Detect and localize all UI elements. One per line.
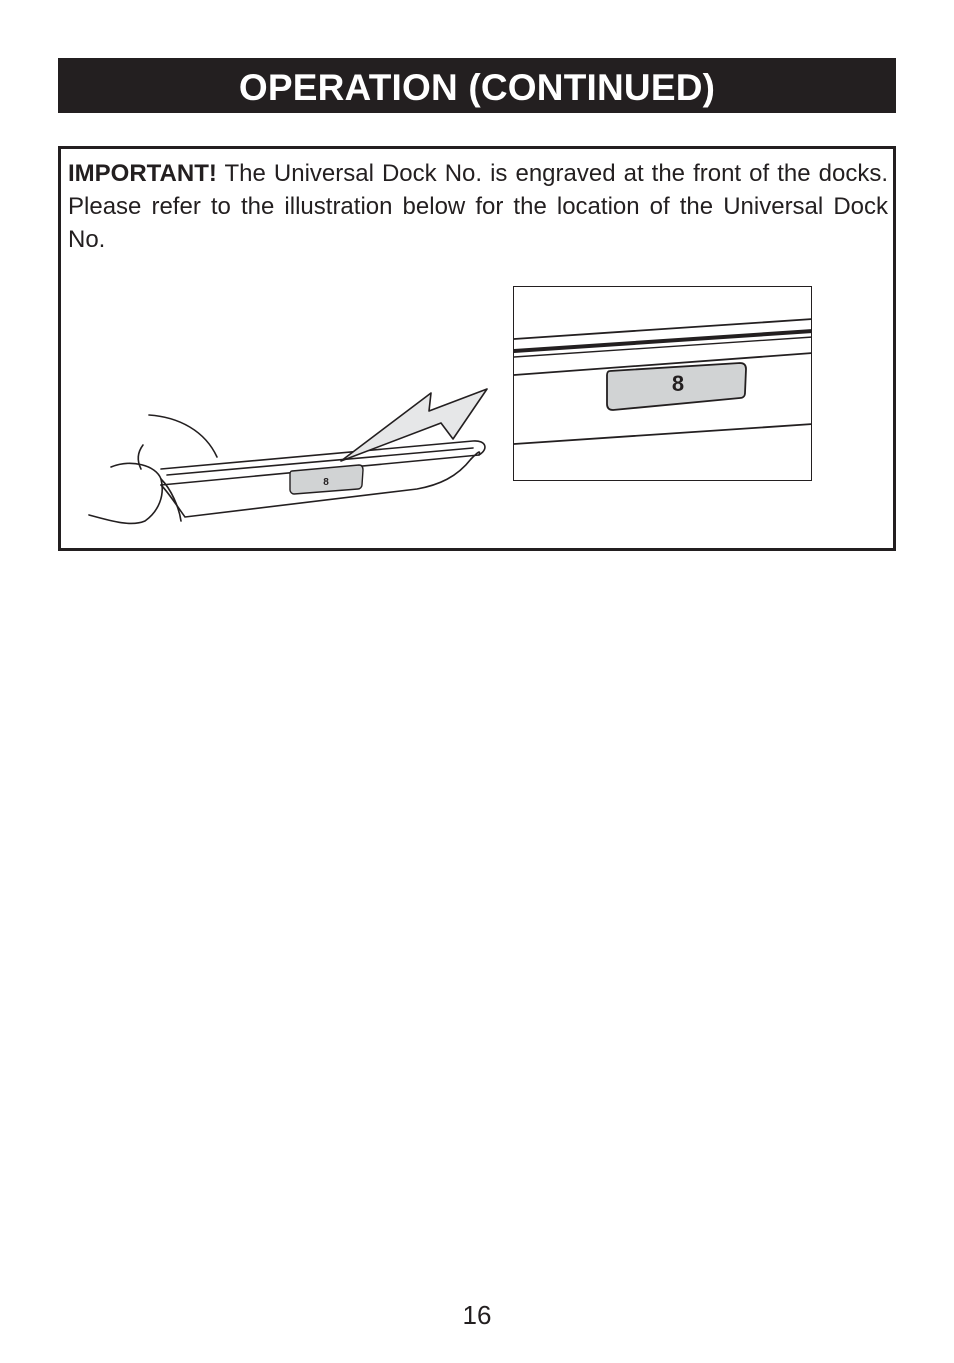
zoom-detail-drawing [514, 287, 812, 481]
pointer-arrow [341, 389, 487, 461]
page-number: 16 [462, 1300, 492, 1330]
zoom-detail-panel [513, 286, 812, 481]
dock-number-label-zoomed [607, 363, 746, 410]
hand-lower-outline [89, 463, 162, 523]
dock-number-label-small [290, 465, 363, 494]
section-title: OPERATION (CONTINUED) [238, 66, 716, 108]
dock-number-zoomed: 8 [671, 371, 685, 396]
zoom-edge-line-5 [514, 424, 812, 444]
important-notice-body: The Universal Dock No. is engraved at the front of the docks. Please refer to the illustration below for the location of the Universal Dock No. [68, 160, 888, 253]
dock-number-small: 8 [323, 477, 329, 488]
section-header-bar [58, 58, 896, 113]
zoom-edge-line-2 [514, 331, 812, 351]
important-notice-box [58, 146, 896, 551]
important-label: IMPORTANT! [68, 160, 217, 187]
thumb-outline [149, 415, 217, 457]
